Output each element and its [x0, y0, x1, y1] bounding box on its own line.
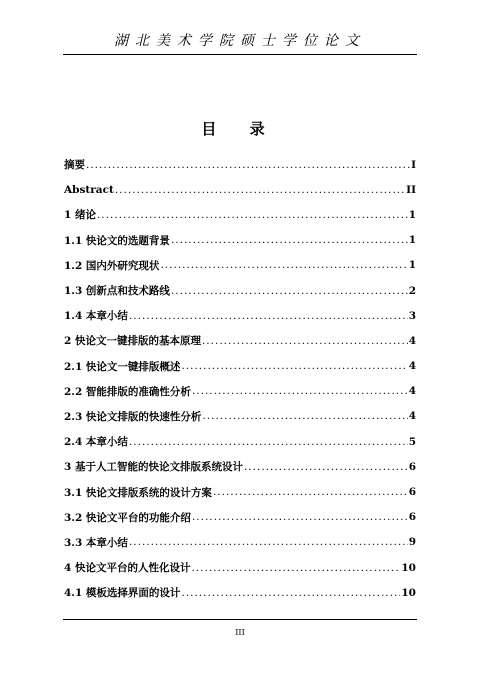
toc-leader	[171, 234, 408, 246]
toc-leader	[213, 486, 408, 498]
header-rule	[63, 54, 417, 55]
toc-leader	[115, 184, 405, 196]
toc-entry-label: 4.1 模板选择界面的设计	[64, 587, 181, 600]
toc-entry-label: 3.2 快论文平台的功能介绍	[64, 511, 191, 524]
toc-entry-label: 1.3 创新点和技术路线	[64, 285, 170, 298]
toc-leader	[202, 410, 407, 422]
toc-entry-page: 6	[408, 511, 416, 524]
page-number: III	[235, 628, 245, 637]
toc-entry[interactable]	[64, 177, 416, 202]
toc-entry-label: 3.3 本章小结	[64, 536, 128, 549]
toc-entry[interactable]	[64, 429, 416, 454]
toc-entry-label: 摘要	[64, 159, 85, 172]
toc-entry[interactable]	[64, 152, 416, 177]
toc-leader	[192, 511, 408, 523]
toc-entry-page: 10	[401, 561, 416, 574]
toc-entry[interactable]	[64, 379, 416, 404]
footer-rule	[63, 619, 417, 620]
toc-entry-page: 5	[408, 435, 416, 448]
toc-entry-label: 2.3 快论文排版的快速性分析	[64, 410, 202, 423]
toc-leader	[244, 461, 408, 473]
toc-entry-page: 4	[408, 410, 416, 423]
toc-entry-page: 6	[408, 460, 416, 473]
toc-leader	[97, 209, 408, 221]
toc-entry[interactable]	[64, 454, 416, 479]
toc-entry[interactable]	[64, 253, 416, 278]
toc-entry-label: 4 快论文平台的人性化设计	[64, 562, 191, 575]
toc-entry-page: 2	[408, 284, 416, 297]
toc-entry-page: 6	[408, 486, 416, 499]
toc-leader	[181, 587, 400, 599]
toc-entry-label: 2 快论文一键排版的基本原理	[64, 335, 201, 348]
toc-leader	[191, 562, 400, 574]
toc-leader	[86, 159, 410, 171]
toc-entry[interactable]	[64, 580, 416, 605]
toc-entry-label: 2.2 智能排版的准确性分析	[64, 385, 191, 398]
toc-entry[interactable]	[64, 555, 416, 580]
toc-entry[interactable]	[64, 202, 416, 227]
toc-leader	[129, 536, 408, 548]
toc-entry-label: 1.4 本章小结	[64, 310, 128, 323]
toc-entry-page: 3	[408, 309, 416, 322]
toc-entry-page: 4	[408, 360, 416, 373]
toc-leader	[171, 285, 408, 297]
toc-entry-page: 1	[408, 259, 416, 272]
toc-entry[interactable]	[64, 278, 416, 303]
toc-entry[interactable]	[64, 479, 416, 504]
toc-entry-label: 2.4 本章小结	[64, 436, 128, 449]
toc-leader	[129, 310, 408, 322]
toc-entry-page: I	[411, 158, 416, 171]
toc-entry[interactable]	[64, 228, 416, 253]
toc-entry[interactable]	[64, 354, 416, 379]
running-header: 湖北美术学院硕士学位论文	[114, 33, 366, 49]
toc-entry-page: 9	[408, 536, 416, 549]
toc-entry[interactable]	[64, 404, 416, 429]
toc-entry-label: 3 基于人工智能的快论文排版系统设计	[64, 461, 243, 474]
toc-entry-page: II	[406, 183, 416, 196]
toc-entry-page: 10	[401, 586, 416, 599]
toc-leader	[160, 259, 407, 271]
toc-entry-page: 1	[408, 208, 416, 221]
toc-entry[interactable]	[64, 328, 416, 353]
toc-leader	[202, 335, 408, 347]
toc-leader	[181, 360, 407, 372]
toc-entry-page: 1	[408, 234, 416, 247]
toc-entry[interactable]	[64, 530, 416, 555]
toc-leader	[192, 385, 408, 397]
toc-entry-label: 1.1 快论文的选题背景	[64, 234, 170, 247]
toc-entry-label: 1 绪论	[64, 209, 96, 222]
toc-entry-page: 4	[408, 385, 416, 398]
toc-title: 目 录	[201, 120, 279, 138]
toc-entry-label: 2.1 快论文一键排版概述	[64, 360, 181, 373]
toc-entry-label: 1.2 国内外研究现状	[64, 259, 160, 272]
toc-entry[interactable]	[64, 303, 416, 328]
toc-entry-page: 4	[408, 334, 416, 347]
toc-entry-label: Abstract	[64, 183, 114, 196]
toc-entry[interactable]	[64, 505, 416, 530]
toc-list	[64, 152, 416, 605]
toc-entry-label: 3.1 快论文排版系统的设计方案	[64, 486, 212, 499]
toc-leader	[129, 436, 408, 448]
